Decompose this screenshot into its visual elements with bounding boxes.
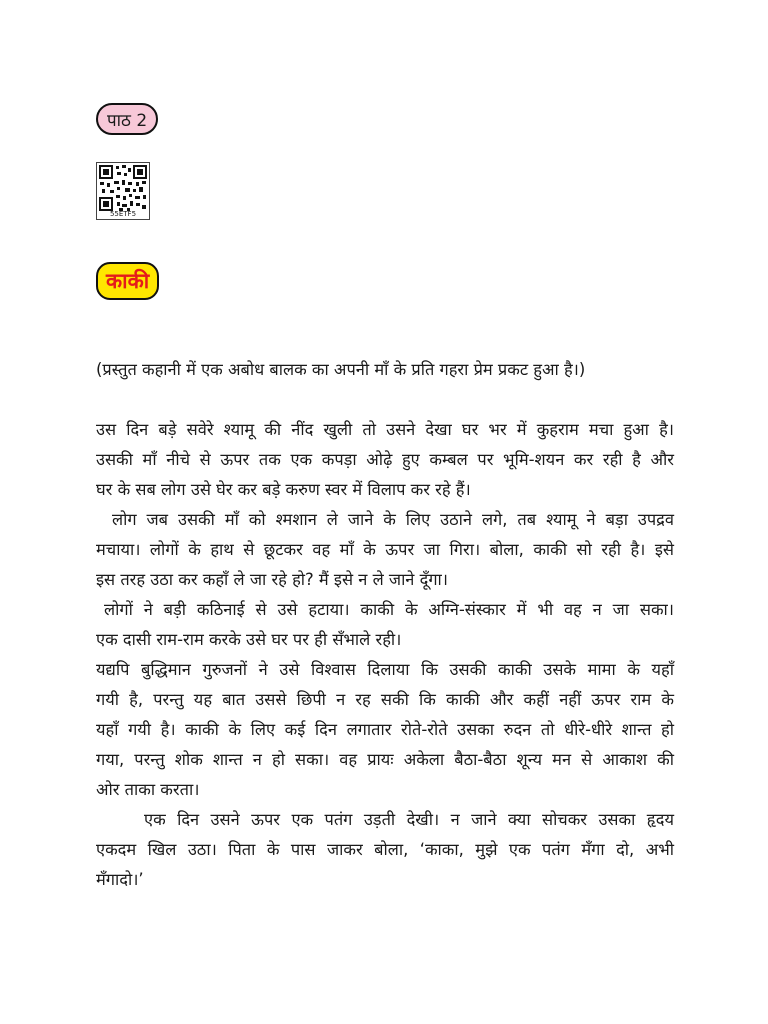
story-line: इस तरह उठा कर कहाँ ले जा रहे हो? मैं इसे न ले जाने दूँगा। — [96, 570, 449, 589]
story-line: उस दिन बड़े सवेरे श्यामू की नींद खुली तो उसने देखा घर भर में कुहराम मचा हुआ है। — [96, 420, 674, 439]
story-line: यहाँ गयी है। काकी के लिए कई दिन लगातार रोते-रोते उसका रुदन तो धीरे-धीरे शान्त हो — [96, 720, 674, 739]
qr-code[interactable] — [96, 162, 150, 220]
story-line: एक दासी राम-राम करके उसे घर पर ही सँभाले रही। — [96, 630, 402, 649]
story-line: गया, परन्तु शोक शान्त न हो सका। वह प्रायः अकेला बैठा-बैठा शून्य मन से आकाश की — [96, 750, 674, 769]
story-line: उसकी माँ नीचे से ऊपर तक एक कपड़ा ओढ़े हुए कम्बल पर भूमि-शयन कर रही है और — [96, 450, 674, 469]
story-line: एक दिन उसने ऊपर एक पतंग उड़ती देखी। न जाने क्या सोचकर उसका हृदय — [144, 810, 674, 829]
lesson-number-badge: पाठ 2 — [96, 103, 158, 135]
qr-code-icon — [99, 165, 147, 211]
story-title: काकी — [96, 262, 159, 300]
story-line: मँगादो।’ — [96, 870, 144, 889]
story-line: गयी है, परन्तु यह बात उससे छिपी न रह सकी कि काकी और कहीं नहीं ऊपर राम के — [96, 690, 674, 709]
story-line: मचाया। लोगों के हाथ से छूटकर वह माँ के ऊपर जा गिरा। बोला, काकी सो रही है। इसे — [96, 540, 674, 559]
qr-code-label: 55ETF5 — [109, 210, 137, 218]
story-line: एकदम खिल उठा। पिता के पास जाकर बोला, ‘काका, मुझे एक पतंग मँगा दो, अभी — [96, 840, 674, 859]
story-line: लोगों ने बड़ी कठिनाई से उसे हटाया। काकी के अग्नि-संस्कार में भी वह न जा सका। — [104, 600, 674, 619]
story-intro: (प्रस्तुत कहानी में एक अबोध बालक का अपनी माँ के प्रति गहरा प्रेम प्रकट हुआ है।) — [96, 360, 586, 379]
story-content — [96, 355, 674, 895]
story-line: घर के सब लोग उसे घेर कर बड़े करुण स्वर में विलाप कर रहे हैं। — [96, 480, 471, 499]
story-line: लोग जब उसकी माँ को श्मशान ले जाने के लिए उठाने लगे, तब श्यामू ने बड़ा उपद्रव — [112, 510, 674, 529]
story-line: ओर ताका करता। — [96, 780, 200, 799]
story-line: यद्यपि बुद्धिमान गुरुजनों ने उसे विश्वास दिलाया कि उसकी काकी उसके मामा के यहाँ — [96, 660, 674, 679]
